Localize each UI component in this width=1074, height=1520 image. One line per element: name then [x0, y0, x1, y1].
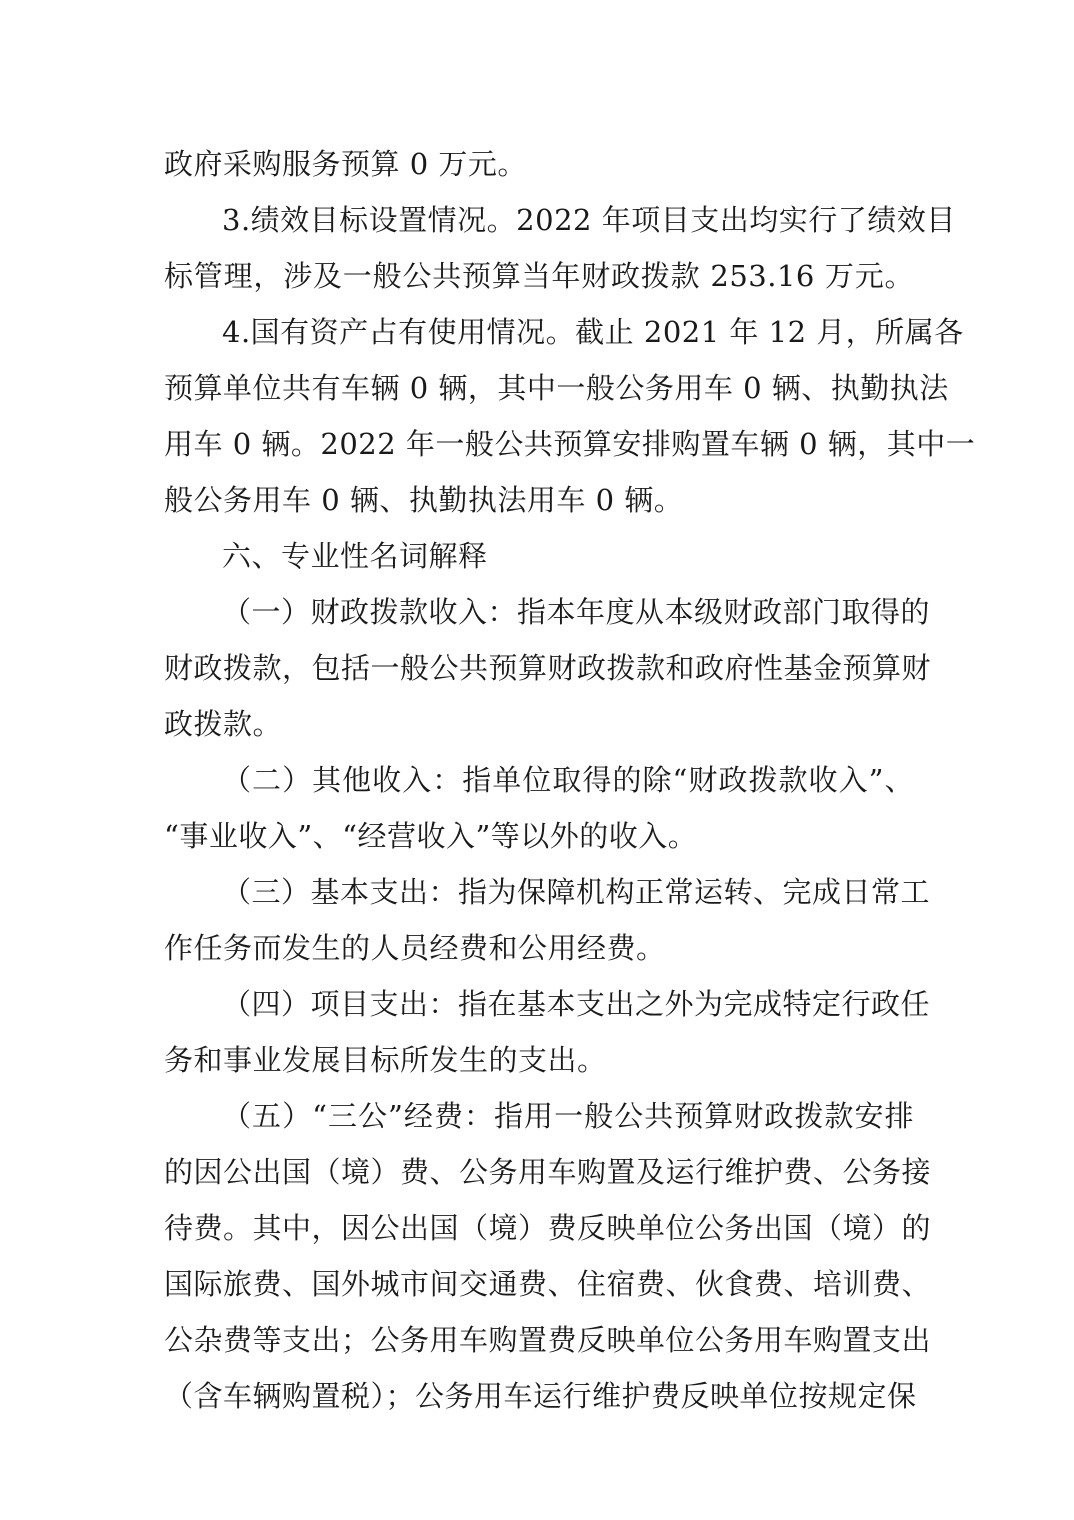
text-line: 预算单位共有车辆 0 辆，其中一般公务用车 0 辆、执勤执法	[164, 371, 949, 405]
document-body	[164, 136, 976, 1424]
text-line: （含车辆购置税）；公务用车运行维护费反映单位按规定保	[164, 1379, 917, 1413]
text-line: 待费。其中，因公出国（境）费反映单位公务出国（境）的	[164, 1211, 932, 1245]
text-line: 国际旅费、国外城市间交通费、住宿费、伙食费、培训费、	[164, 1267, 932, 1301]
text-line: 3.绩效目标设置情况。2022 年项目支出均实行了绩效目	[222, 203, 956, 237]
text-line: 政拨款。	[164, 707, 283, 741]
text-line: 公杂费等支出；公务用车购置费反映单位公务用车购置支出	[164, 1323, 932, 1357]
text-line: 的因公出国（境）费、公务用车购置及运行维护费、公务接	[164, 1155, 932, 1189]
text-line: （四）项目支出：指在基本支出之外为完成特定行政任	[222, 987, 931, 1021]
text-line: （一）财政拨款收入：指本年度从本级财政部门取得的	[222, 595, 931, 629]
text-line: 政府采购服务预算 0 万元。	[164, 147, 527, 181]
text-line: 标管理，涉及一般公共预算当年财政拨款 253.16 万元。	[164, 259, 914, 293]
section-heading: 六、专业性名词解释	[222, 539, 488, 573]
text-line: 作任务而发生的人员经费和公用经费。	[164, 931, 666, 965]
text-line: 用车 0 辆。2022 年一般公共预算安排购置车辆 0 辆，其中一	[164, 427, 976, 461]
text-line: （二）其他收入：指单位取得的除“财政拨款收入”、	[222, 763, 914, 797]
text-line: 4.国有资产占有使用情况。截止 2021 年 12 月，所属各	[222, 315, 964, 349]
text-line: 般公务用车 0 辆、执勤执法用车 0 辆。	[164, 483, 684, 517]
text-line: 务和事业发展目标所发生的支出。	[164, 1043, 607, 1077]
text-line: （五）“三公”经费：指用一般公共预算财政拨款安排	[222, 1099, 914, 1133]
text-line: 财政拨款，包括一般公共预算财政拨款和政府性基金预算财	[164, 651, 932, 685]
text-line: （三）基本支出：指为保障机构正常运转、完成日常工	[222, 875, 931, 909]
text-line: “事业收入”、“经营收入”等以外的收入。	[164, 819, 698, 853]
